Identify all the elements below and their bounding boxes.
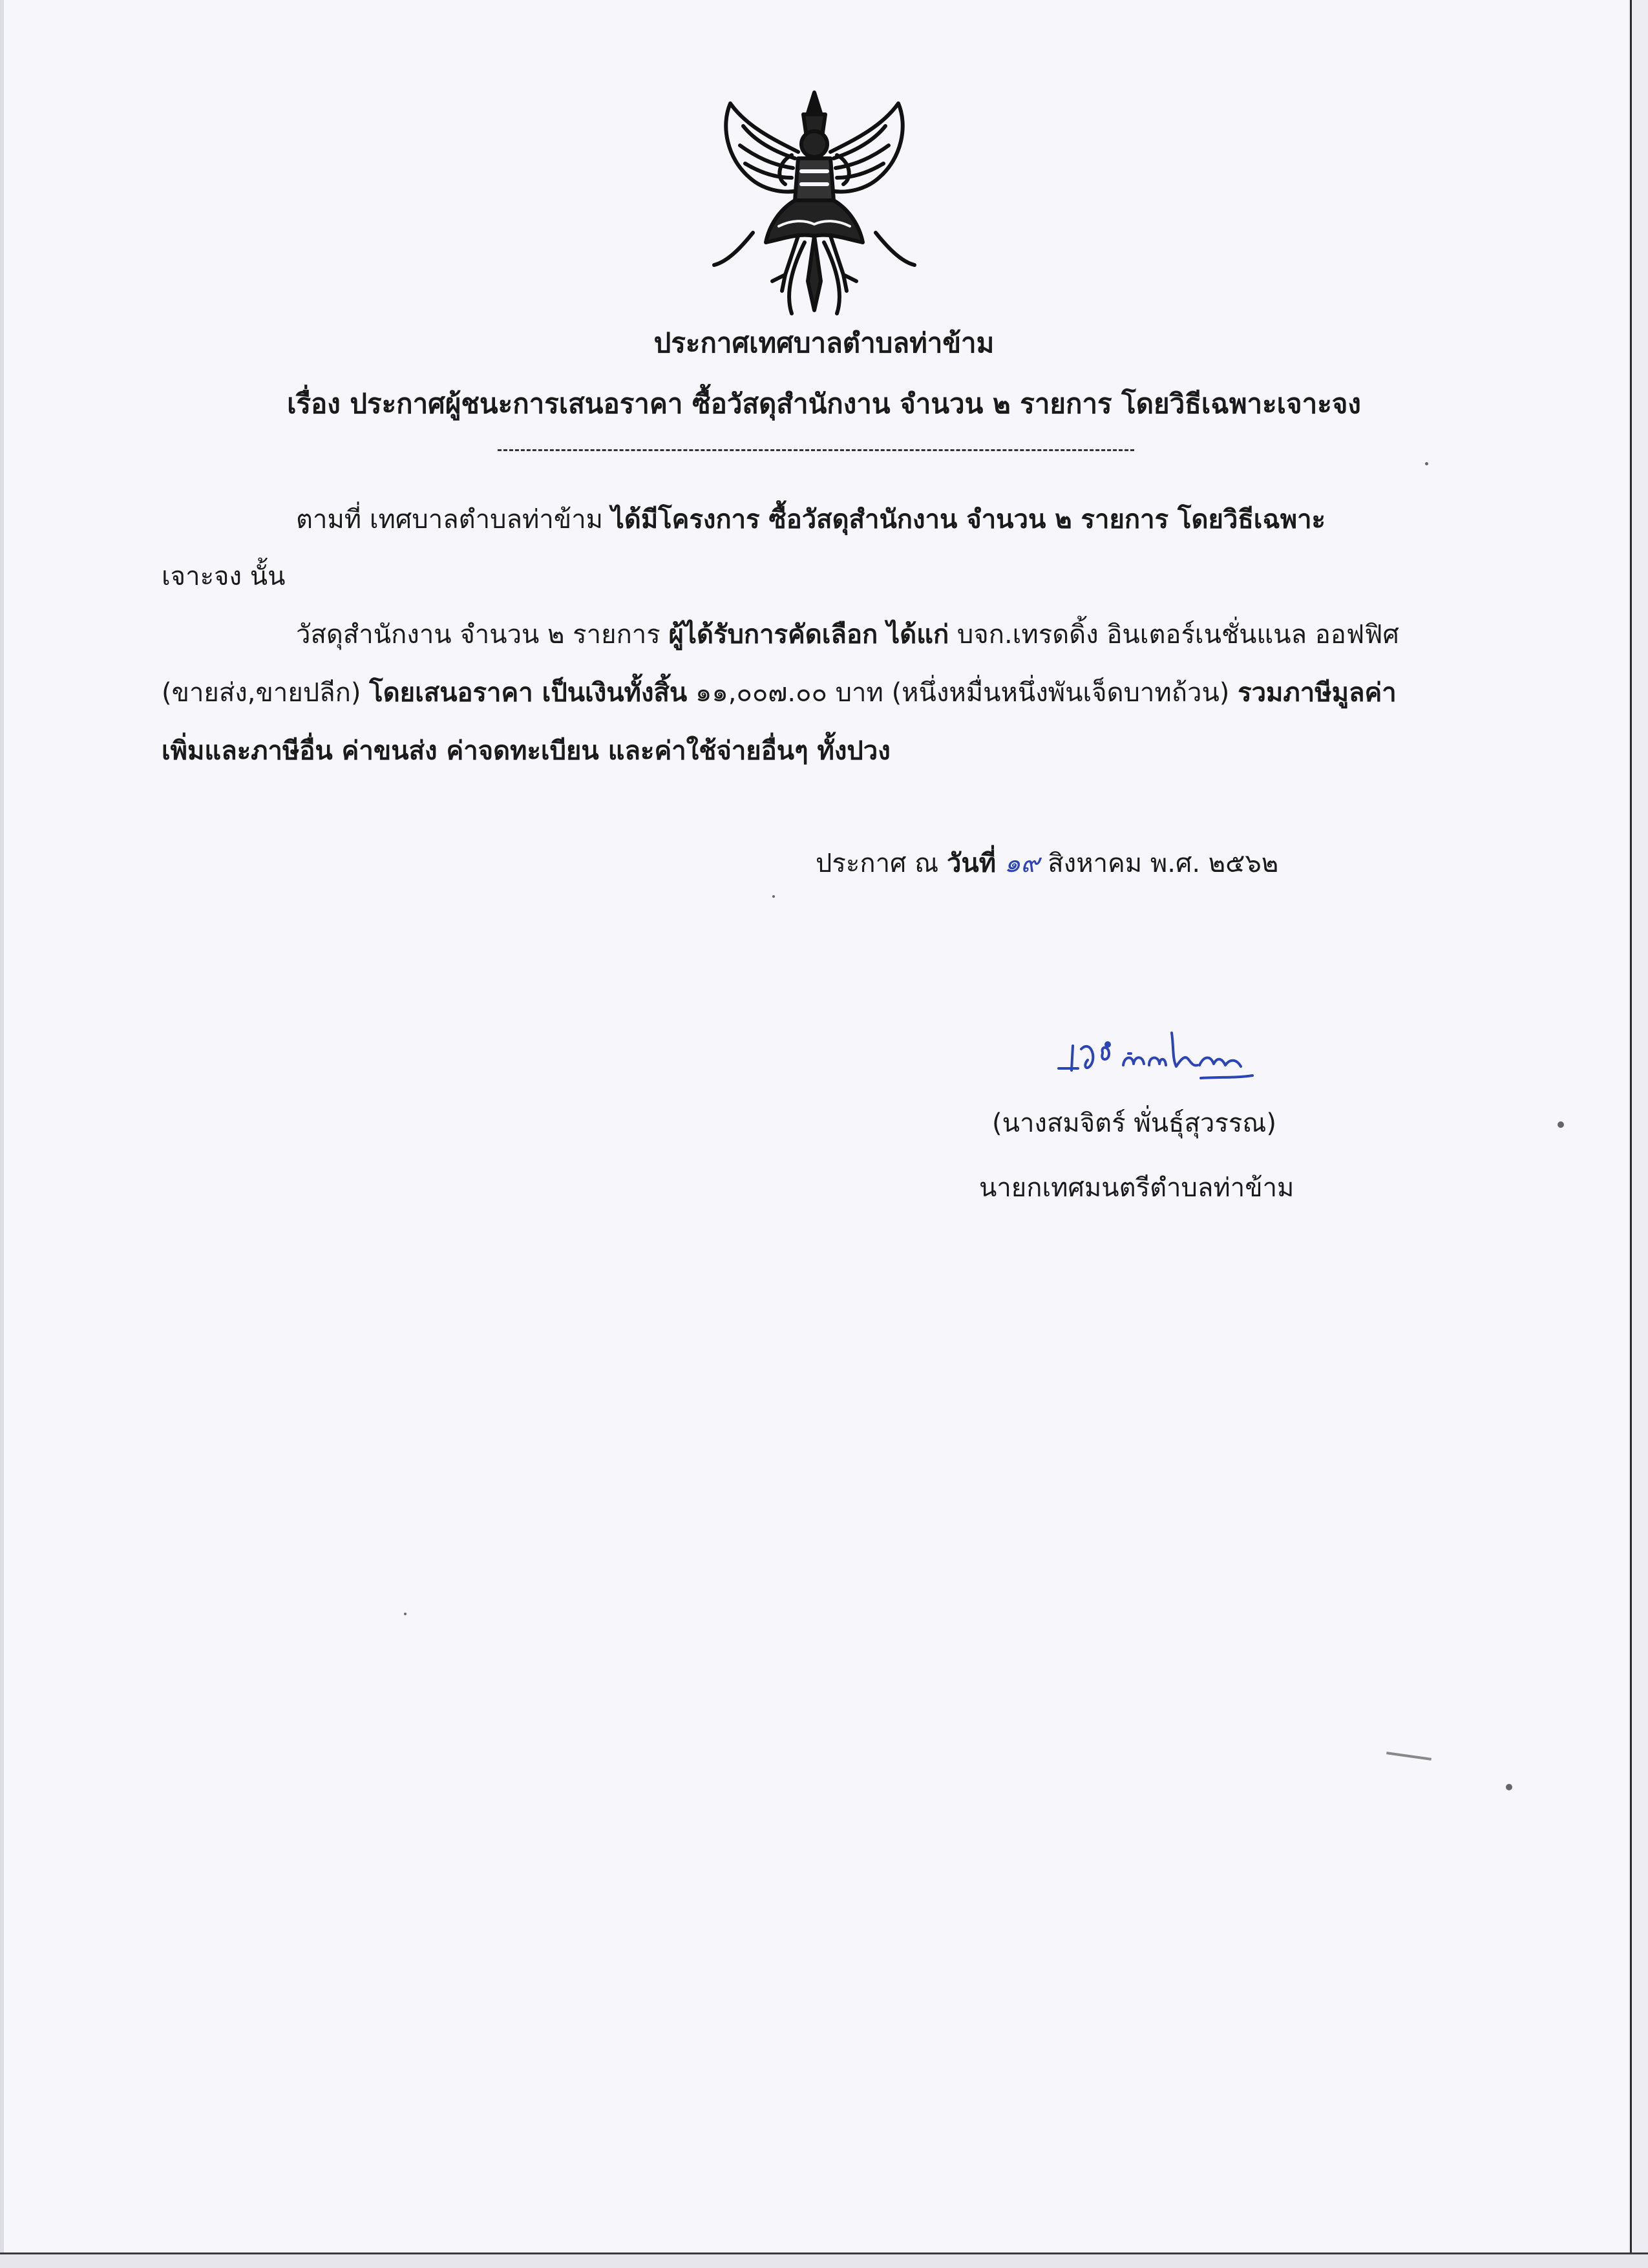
- paragraph-1-line-1: [296, 504, 1326, 535]
- announcement-title: ประกาศเทศบาลตำบลท่าข้าม: [653, 327, 995, 359]
- scan-edge-bottom: [0, 2252, 1648, 2268]
- text-segment: วัสดุสำนักงาน จำนวน ๒ รายการ: [296, 620, 669, 650]
- scan-scratch: [1386, 1752, 1431, 1761]
- text-segment-bold: ผู้ได้รับการคัดเลือก ได้แก่: [668, 620, 949, 650]
- scan-speck: [1425, 462, 1428, 465]
- scan-speck: [1506, 1784, 1512, 1790]
- text-segment: บจก.เทรดดิ้ง อินเตอร์เนชั่นแนล ออฟฟิศ: [949, 620, 1399, 650]
- date-prefix: ประกาศ ณ: [816, 849, 947, 878]
- paragraph-1-line-2: เจาะจง นั้น: [162, 562, 286, 591]
- scan-speck: [404, 1613, 407, 1615]
- date-day-label: วันที่: [946, 849, 997, 878]
- text-segment: ๑๑,๐๐๗.๐๐ บาท (หนึ่งหมื่นหนึ่งพันเจ็ดบาทถ้วน): [687, 678, 1238, 708]
- signatory-position: นายกเทศมนตรีตำบลท่าข้าม: [979, 1173, 1294, 1203]
- signatory-name: (นางสมจิตร์ พั่นธุ์สุวรรณ): [992, 1108, 1277, 1138]
- garuda-emblem-icon: [701, 87, 927, 320]
- text-segment-bold: ได้มีโครงการ ซื้อวัสดุสำนักงาน จำนวน ๒ รายการ โดยวิธีเฉพาะ: [611, 505, 1326, 535]
- text-segment-bold: โดยเสนอราคา เป็นเงินทั้งสิ้น: [369, 678, 688, 708]
- announcement-date: [816, 848, 1278, 879]
- scan-speck: [1558, 1121, 1564, 1128]
- paragraph-2-line-2: [162, 677, 1397, 708]
- text-segment-bold: รวมภาษีมูลค่า: [1238, 678, 1397, 708]
- announcement-subject: เรื่อง ประกาศผู้ชนะการเสนอราคา ซื้อวัสดุสำนักงาน จำนวน ๒ รายการ โดยวิธีเฉพาะเจาะจง: [287, 388, 1361, 419]
- scan-speck: [772, 895, 775, 898]
- text-segment: (ขายส่ง,ขายปลีก): [162, 678, 370, 708]
- paragraph-2-line-1: [296, 619, 1399, 650]
- handwritten-signature: [1052, 1020, 1259, 1091]
- text-segment: ตามที่ เทศบาลตำบลท่าข้าม: [296, 505, 611, 535]
- paragraph-2-line-3: เพิ่มและภาษีอื่น ค่าขนส่ง ค่าจดทะเบียน และค่าใช้จ่ายอื่นๆ ทั้งปวง: [162, 736, 891, 766]
- date-month-year: สิงหาคม พ.ศ. ๒๕๖๒: [1048, 849, 1279, 878]
- date-day-handwritten: ๑๙: [1004, 849, 1040, 878]
- dashed-divider: [498, 449, 1134, 451]
